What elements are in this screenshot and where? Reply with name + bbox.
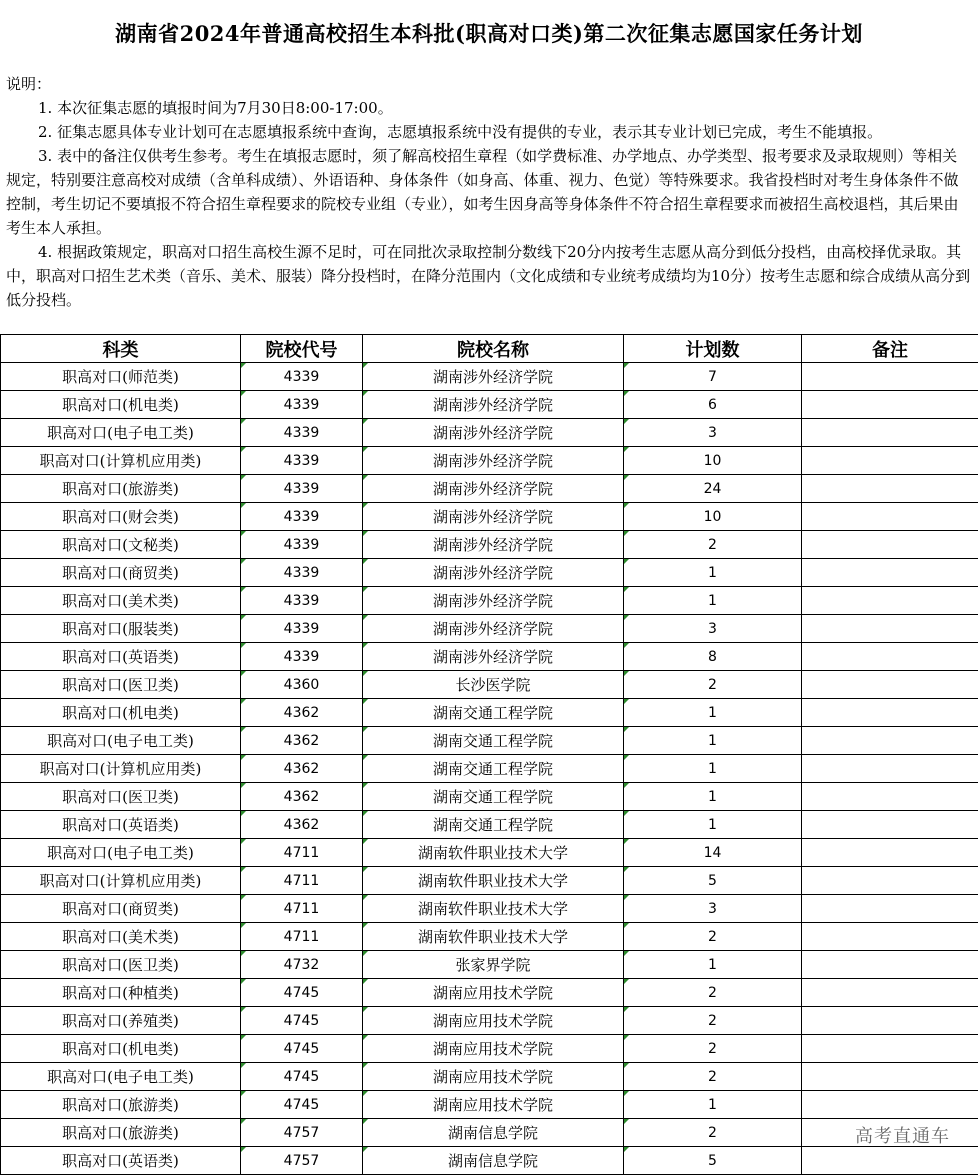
school-code-cell: 4362 bbox=[241, 755, 363, 783]
note-item: 1. 本次征集志愿的填报时间为7月30日8:00-17:00。 bbox=[38, 99, 393, 117]
header-school-name: 院校名称 bbox=[363, 335, 624, 363]
table-row bbox=[1, 559, 978, 587]
plan-count-cell: 1 bbox=[624, 727, 802, 755]
category-cell: 职高对口(计算机应用类) bbox=[1, 755, 241, 783]
remarks-cell bbox=[802, 531, 978, 559]
plan-count-cell: 1 bbox=[624, 559, 802, 587]
plan-count-cell: 24 bbox=[624, 475, 802, 503]
school-code-cell: 4711 bbox=[241, 867, 363, 895]
school-name-cell: 湖南交通工程学院 bbox=[363, 755, 624, 783]
note-item: 4. 根据政策规定，职高对口招生高校生源不足时，可在同批次录取控制分数线下20分内按考生志愿从高分到低分投档，由高校择优录取。其中，职高对口招生艺术类（音乐、美术、服装）降分投档时，在降分范围内（文化成绩和专业统考成绩均为10分）按考生志愿和综合成绩从高分到低分投档。 bbox=[6, 243, 971, 309]
plan-count-cell: 2 bbox=[624, 979, 802, 1007]
remarks-cell bbox=[802, 1147, 978, 1175]
school-name-cell: 湖南涉外经济学院 bbox=[363, 559, 624, 587]
school-code-cell: 4711 bbox=[241, 839, 363, 867]
school-name-cell: 湖南涉外经济学院 bbox=[363, 643, 624, 671]
watermark: 高考直通车 bbox=[855, 1126, 950, 1147]
school-code-cell: 4745 bbox=[241, 1091, 363, 1119]
table-row bbox=[1, 811, 978, 839]
category-cell: 职高对口(医卫类) bbox=[1, 671, 241, 699]
plan-count-cell: 2 bbox=[624, 1119, 802, 1147]
remarks-cell bbox=[802, 1091, 978, 1119]
plan-count-cell: 10 bbox=[624, 503, 802, 531]
category-cell: 职高对口(英语类) bbox=[1, 811, 241, 839]
table-row bbox=[1, 1119, 978, 1147]
category-cell: 职高对口(美术类) bbox=[1, 587, 241, 615]
category-cell: 职高对口(计算机应用类) bbox=[1, 867, 241, 895]
table-row bbox=[1, 531, 978, 559]
remarks-cell bbox=[802, 923, 978, 951]
category-cell: 职高对口(商贸类) bbox=[1, 559, 241, 587]
table-row bbox=[1, 979, 978, 1007]
table-row bbox=[1, 587, 978, 615]
remarks-cell bbox=[802, 811, 978, 839]
school-code-cell: 4745 bbox=[241, 1035, 363, 1063]
school-name-cell: 湖南涉外经济学院 bbox=[363, 447, 624, 475]
header-school-code: 院校代号 bbox=[241, 335, 363, 363]
plan-count-cell: 1 bbox=[624, 755, 802, 783]
table-row bbox=[1, 1063, 978, 1091]
category-cell: 职高对口(服装类) bbox=[1, 615, 241, 643]
school-name-cell: 湖南涉外经济学院 bbox=[363, 363, 624, 391]
school-code-cell: 4339 bbox=[241, 559, 363, 587]
table-row bbox=[1, 391, 978, 419]
table-row bbox=[1, 503, 978, 531]
header-plan-count: 计划数 bbox=[624, 335, 802, 363]
category-cell: 职高对口(养殖类) bbox=[1, 1007, 241, 1035]
school-code-cell: 4757 bbox=[241, 1147, 363, 1175]
category-cell: 职高对口(电子电工类) bbox=[1, 419, 241, 447]
category-cell: 职高对口(机电类) bbox=[1, 699, 241, 727]
plan-count-cell: 1 bbox=[624, 811, 802, 839]
plan-count-cell: 10 bbox=[624, 447, 802, 475]
school-code-cell: 4339 bbox=[241, 391, 363, 419]
remarks-cell bbox=[802, 699, 978, 727]
school-name-cell: 湖南交通工程学院 bbox=[363, 727, 624, 755]
school-code-cell: 4339 bbox=[241, 643, 363, 671]
remarks-cell bbox=[802, 503, 978, 531]
table-row bbox=[1, 839, 978, 867]
category-cell: 职高对口(旅游类) bbox=[1, 1091, 241, 1119]
table-row bbox=[1, 727, 978, 755]
table-row bbox=[1, 783, 978, 811]
table-row bbox=[1, 895, 978, 923]
remarks-cell bbox=[802, 951, 978, 979]
school-name-cell: 湖南交通工程学院 bbox=[363, 699, 624, 727]
school-name-cell: 湖南涉外经济学院 bbox=[363, 475, 624, 503]
remarks-cell bbox=[802, 783, 978, 811]
school-code-cell: 4745 bbox=[241, 1007, 363, 1035]
school-name-cell: 张家界学院 bbox=[363, 951, 624, 979]
category-cell: 职高对口(旅游类) bbox=[1, 1119, 241, 1147]
category-cell: 职高对口(机电类) bbox=[1, 1035, 241, 1063]
plan-count-cell: 2 bbox=[624, 1007, 802, 1035]
table-row bbox=[1, 615, 978, 643]
category-cell: 职高对口(电子电工类) bbox=[1, 839, 241, 867]
table-body bbox=[1, 363, 978, 1175]
category-cell: 职高对口(医卫类) bbox=[1, 951, 241, 979]
plan-count-cell: 1 bbox=[624, 587, 802, 615]
header-remarks: 备注 bbox=[802, 335, 978, 363]
plan-count-cell: 1 bbox=[624, 951, 802, 979]
school-code-cell: 4745 bbox=[241, 979, 363, 1007]
table-row bbox=[1, 363, 978, 391]
remarks-cell bbox=[802, 447, 978, 475]
school-name-cell: 湖南应用技术学院 bbox=[363, 1035, 624, 1063]
school-name-cell: 湖南信息学院 bbox=[363, 1119, 624, 1147]
school-code-cell: 4362 bbox=[241, 783, 363, 811]
remarks-cell bbox=[802, 615, 978, 643]
school-code-cell: 4362 bbox=[241, 811, 363, 839]
remarks-cell bbox=[802, 979, 978, 1007]
remarks-cell bbox=[802, 587, 978, 615]
category-cell: 职高对口(师范类) bbox=[1, 363, 241, 391]
school-name-cell: 湖南涉外经济学院 bbox=[363, 615, 624, 643]
remarks-cell bbox=[802, 419, 978, 447]
remarks-cell bbox=[802, 391, 978, 419]
plan-count-cell: 2 bbox=[624, 1063, 802, 1091]
school-code-cell: 4339 bbox=[241, 615, 363, 643]
plan-table bbox=[0, 334, 978, 1175]
plan-count-cell: 3 bbox=[624, 615, 802, 643]
table-row bbox=[1, 1147, 978, 1175]
plan-count-cell: 6 bbox=[624, 391, 802, 419]
school-code-cell: 4732 bbox=[241, 951, 363, 979]
plan-count-cell: 5 bbox=[624, 1147, 802, 1175]
table-row bbox=[1, 1007, 978, 1035]
remarks-cell bbox=[802, 727, 978, 755]
school-name-cell: 湖南涉外经济学院 bbox=[363, 391, 624, 419]
school-name-cell: 湖南涉外经济学院 bbox=[363, 587, 624, 615]
school-code-cell: 4711 bbox=[241, 895, 363, 923]
header-category: 科类 bbox=[1, 335, 241, 363]
school-name-cell: 湖南软件职业技术大学 bbox=[363, 895, 624, 923]
category-cell: 职高对口(英语类) bbox=[1, 643, 241, 671]
remarks-cell bbox=[802, 1063, 978, 1091]
plan-count-cell: 3 bbox=[624, 895, 802, 923]
school-code-cell: 4339 bbox=[241, 503, 363, 531]
plan-count-cell: 2 bbox=[624, 531, 802, 559]
school-name-cell: 湖南涉外经济学院 bbox=[363, 531, 624, 559]
page-title: 湖南省2024年普通高校招生本科批(职高对口类)第二次征集志愿国家任务计划 bbox=[115, 21, 863, 46]
notes-section bbox=[6, 72, 972, 312]
category-cell: 职高对口(旅游类) bbox=[1, 475, 241, 503]
plan-count-cell: 2 bbox=[624, 923, 802, 951]
school-code-cell: 4757 bbox=[241, 1119, 363, 1147]
plan-count-cell: 8 bbox=[624, 643, 802, 671]
remarks-cell bbox=[802, 559, 978, 587]
school-name-cell: 湖南涉外经济学院 bbox=[363, 419, 624, 447]
category-cell: 职高对口(计算机应用类) bbox=[1, 447, 241, 475]
table-row bbox=[1, 699, 978, 727]
category-cell: 职高对口(种植类) bbox=[1, 979, 241, 1007]
table-row bbox=[1, 1035, 978, 1063]
table-row bbox=[1, 671, 978, 699]
table-row bbox=[1, 923, 978, 951]
category-cell: 职高对口(英语类) bbox=[1, 1147, 241, 1175]
remarks-cell bbox=[802, 755, 978, 783]
category-cell: 职高对口(电子电工类) bbox=[1, 727, 241, 755]
category-cell: 职高对口(电子电工类) bbox=[1, 1063, 241, 1091]
table-row bbox=[1, 951, 978, 979]
school-name-cell: 湖南交通工程学院 bbox=[363, 811, 624, 839]
category-cell: 职高对口(财会类) bbox=[1, 503, 241, 531]
note-item: 2. 征集志愿具体专业计划可在志愿填报系统中查询，志愿填报系统中没有提供的专业，表示其专业计划已完成，考生不能填报。 bbox=[38, 123, 883, 141]
school-name-cell: 湖南交通工程学院 bbox=[363, 783, 624, 811]
table-row bbox=[1, 755, 978, 783]
school-code-cell: 4339 bbox=[241, 447, 363, 475]
school-code-cell: 4711 bbox=[241, 923, 363, 951]
school-name-cell: 湖南信息学院 bbox=[363, 1147, 624, 1175]
plan-count-cell: 3 bbox=[624, 419, 802, 447]
school-name-cell: 长沙医学院 bbox=[363, 671, 624, 699]
remarks-cell bbox=[802, 643, 978, 671]
remarks-cell bbox=[802, 671, 978, 699]
notes-label: 说明： bbox=[6, 75, 52, 93]
table-row bbox=[1, 447, 978, 475]
category-cell: 职高对口(美术类) bbox=[1, 923, 241, 951]
school-code-cell: 4339 bbox=[241, 531, 363, 559]
category-cell: 职高对口(医卫类) bbox=[1, 783, 241, 811]
table-row bbox=[1, 643, 978, 671]
school-name-cell: 湖南软件职业技术大学 bbox=[363, 923, 624, 951]
school-name-cell: 湖南应用技术学院 bbox=[363, 1091, 624, 1119]
school-code-cell: 4362 bbox=[241, 699, 363, 727]
remarks-cell bbox=[802, 867, 978, 895]
school-name-cell: 湖南软件职业技术大学 bbox=[363, 839, 624, 867]
school-name-cell: 湖南应用技术学院 bbox=[363, 979, 624, 1007]
school-name-cell: 湖南应用技术学院 bbox=[363, 1007, 624, 1035]
category-cell: 职高对口(机电类) bbox=[1, 391, 241, 419]
category-cell: 职高对口(文秘类) bbox=[1, 531, 241, 559]
table-row bbox=[1, 419, 978, 447]
plan-count-cell: 1 bbox=[624, 1091, 802, 1119]
school-code-cell: 4339 bbox=[241, 587, 363, 615]
remarks-cell bbox=[802, 839, 978, 867]
school-name-cell: 湖南软件职业技术大学 bbox=[363, 867, 624, 895]
plan-count-cell: 1 bbox=[624, 783, 802, 811]
table-row bbox=[1, 1091, 978, 1119]
school-name-cell: 湖南涉外经济学院 bbox=[363, 503, 624, 531]
school-code-cell: 4339 bbox=[241, 419, 363, 447]
plan-count-cell: 5 bbox=[624, 867, 802, 895]
school-name-cell: 湖南应用技术学院 bbox=[363, 1063, 624, 1091]
school-code-cell: 4339 bbox=[241, 475, 363, 503]
plan-count-cell: 7 bbox=[624, 363, 802, 391]
remarks-cell bbox=[802, 475, 978, 503]
school-code-cell: 4360 bbox=[241, 671, 363, 699]
school-code-cell: 4362 bbox=[241, 727, 363, 755]
remarks-cell bbox=[802, 1035, 978, 1063]
school-code-cell: 4745 bbox=[241, 1063, 363, 1091]
remarks-cell bbox=[802, 363, 978, 391]
plan-count-cell: 2 bbox=[624, 671, 802, 699]
category-cell: 职高对口(商贸类) bbox=[1, 895, 241, 923]
plan-count-cell: 14 bbox=[624, 839, 802, 867]
plan-count-cell: 1 bbox=[624, 699, 802, 727]
table-header-row bbox=[1, 335, 978, 363]
remarks-cell bbox=[802, 895, 978, 923]
note-item: 3. 表中的备注仅供考生参考。考生在填报志愿时，须了解高校招生章程（如学费标准、办学地点、办学类型、报考要求及录取规则）等相关规定，特别要注意高校对成绩（含单科成绩）、外语语种、身体条件（如身高、体重、视力、色觉）等特殊要求。我省投档时对考生身体条件不做控制，考生切记不要填报不符合招生章程要求的院校专业组（专业），如考生因身高等身体条件不符合招生章程要求而被招生高校退档，其后果由考生本人承担。 bbox=[6, 147, 959, 237]
school-code-cell: 4339 bbox=[241, 363, 363, 391]
remarks-cell bbox=[802, 1007, 978, 1035]
table-row bbox=[1, 475, 978, 503]
plan-count-cell: 2 bbox=[624, 1035, 802, 1063]
table-row bbox=[1, 867, 978, 895]
